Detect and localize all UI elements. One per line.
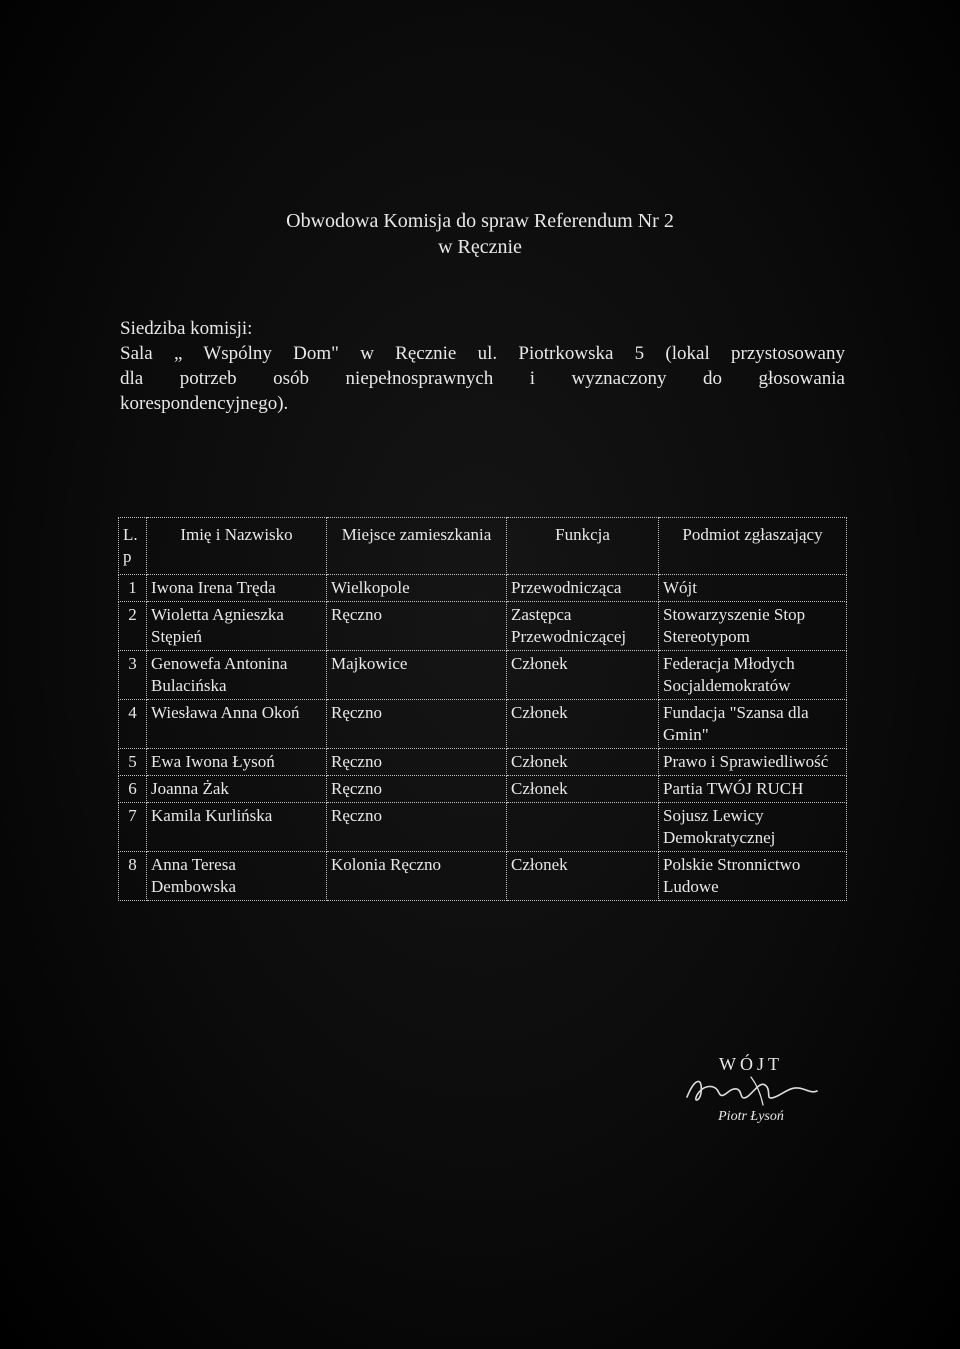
table-row <box>119 575 847 602</box>
row-lp: 1 <box>119 575 147 602</box>
row-name: Wiesława Anna Okoń <box>147 700 327 749</box>
row-lp: 8 <box>119 852 147 901</box>
row-function: Zastępca Przewodniczącej <box>507 602 659 651</box>
header-place: Miejsce zamieszkania <box>327 518 507 575</box>
row-function: Przewodnicząca <box>507 575 659 602</box>
document-header <box>0 208 960 260</box>
row-name: Genowefa Antonina Bulacińska <box>147 651 327 700</box>
row-lp: 2 <box>119 602 147 651</box>
row-subject: Stowarzyszenie Stop Stereotypom <box>659 602 847 651</box>
header-name: Imię i Nazwisko <box>147 518 327 575</box>
row-place: Ręczno <box>327 749 507 776</box>
table-row <box>119 749 847 776</box>
row-name: Anna Teresa Dembowska <box>147 852 327 901</box>
seat-line-2: dla potrzeb osób niepełnosprawnych i wyznaczony do głosowania <box>120 368 845 389</box>
table-row <box>119 651 847 700</box>
row-lp: 7 <box>119 803 147 852</box>
row-function: Członek <box>507 749 659 776</box>
commission-location: w Ręcznie <box>438 236 522 258</box>
table-row <box>119 602 847 651</box>
row-subject: Sojusz Lewicy Demokratycznej <box>659 803 847 852</box>
row-subject: Prawo i Sprawiedliwość <box>659 749 847 776</box>
table-header-row <box>119 518 847 575</box>
seat-line-1: Sala „ Wspólny Dom" w Ręcznie ul. Piotrkowska 5 (lokal przystosowany <box>120 343 845 364</box>
row-place: Ręczno <box>327 803 507 852</box>
commission-seat <box>120 316 845 416</box>
row-name: Kamila Kurlińska <box>147 803 327 852</box>
row-name: Wioletta Agnieszka Stępień <box>147 602 327 651</box>
table-row <box>119 700 847 749</box>
row-function: Członek <box>507 776 659 803</box>
commission-title: Obwodowa Komisja do spraw Referendum Nr 2 <box>286 210 674 232</box>
row-subject: Polskie Stronnictwo Ludowe <box>659 852 847 901</box>
header-subject: Podmiot zgłaszający <box>659 518 847 575</box>
header-lp: L. p <box>119 518 147 575</box>
members-table <box>118 517 847 901</box>
row-lp: 5 <box>119 749 147 776</box>
header-function: Funkcja <box>507 518 659 575</box>
row-subject: Wójt <box>659 575 847 602</box>
row-lp: 4 <box>119 700 147 749</box>
signature-name: Piotr Łysoń <box>718 1109 784 1124</box>
row-function: Członek <box>507 651 659 700</box>
row-place: Wielkopole <box>327 575 507 602</box>
row-place: Majkowice <box>327 651 507 700</box>
signature-title: WÓJT <box>719 1054 783 1074</box>
table-row <box>119 803 847 852</box>
row-function: Członek <box>507 852 659 901</box>
handwritten-signature <box>681 1071 821 1111</box>
row-place: Ręczno <box>327 776 507 803</box>
row-subject: Federacja Młodych Socjaldemokratów <box>659 651 847 700</box>
seat-label: Siedziba komisji: <box>120 318 253 339</box>
row-subject: Fundacja "Szansa dla Gmin" <box>659 700 847 749</box>
row-place: Ręczno <box>327 700 507 749</box>
table-row <box>119 776 847 803</box>
signature-block <box>676 1054 826 1125</box>
row-place: Kolonia Ręczno <box>327 852 507 901</box>
row-function <box>507 803 659 852</box>
row-function: Członek <box>507 700 659 749</box>
row-name: Iwona Irena Tręda <box>147 575 327 602</box>
row-name: Ewa Iwona Łysoń <box>147 749 327 776</box>
row-subject: Partia TWÓJ RUCH <box>659 776 847 803</box>
table-row <box>119 852 847 901</box>
row-lp: 3 <box>119 651 147 700</box>
row-name: Joanna Żak <box>147 776 327 803</box>
seat-line-3: korespondencyjnego). <box>120 393 289 414</box>
row-place: Ręczno <box>327 602 507 651</box>
row-lp: 6 <box>119 776 147 803</box>
